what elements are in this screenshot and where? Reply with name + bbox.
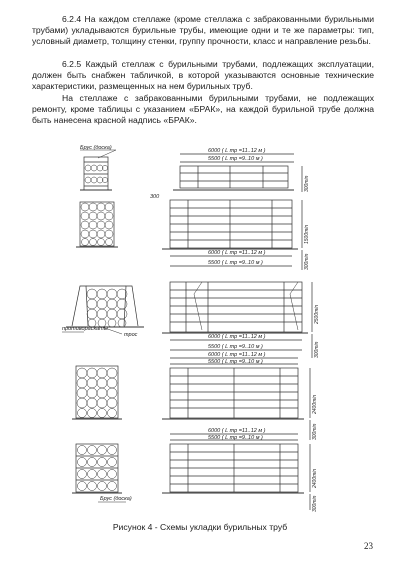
label-protivoraskaty: противораскаты (62, 326, 108, 332)
dim-3-side: 300min (304, 253, 310, 270)
paragraph-6-2-4: 6.2.4 На каждом стеллаже (кроме стеллажа с забракованными бурильными трубами) укладываются бурильные трубы, имеющие одни и те же параметры: тип, условный диаметр, толщину стенки, группу прочности, класс и направление резьбы. (32, 14, 374, 47)
dim-1-side: 300min (304, 175, 310, 192)
dim-2-side: 1500min (304, 224, 310, 244)
dim-5-side: 300min (314, 341, 320, 358)
rack-3-plan (162, 282, 308, 333)
dim-6-bottom: 5500 ( L тр =9..10 м ) (208, 359, 263, 365)
dim-4-side: 2500min (314, 304, 320, 324)
dim-4-top: 6000 ( L тр =11..12 м ) (208, 334, 266, 340)
rack-1 (80, 154, 302, 192)
label-300: 300 (150, 194, 160, 200)
rack-4-section (72, 366, 122, 419)
dim-6-side: 2400min (312, 394, 318, 414)
page-number: 23 (364, 541, 373, 551)
dim-4-bottom: 5500 ( L тр =9..10 м ) (208, 344, 263, 350)
rack-2 (76, 200, 302, 270)
rack-1-section (80, 157, 112, 190)
dim-8-top: 6000 ( L тр =11..12 м ) (208, 428, 266, 434)
rack-5-plan (162, 444, 304, 493)
dim-8-side: 2400min (312, 468, 318, 488)
dim-1-bottom: 5500 ( L тр =9..10 м ) (208, 156, 263, 162)
paragraph-6-2-5: 6.2.5 Каждый стеллаж с бурильными трубами, подлежащих эксплуатации, должен быть снабжен табличкой, в которой указываются основные технические характеристики, размещенных на нем бурильных труб. (32, 59, 374, 92)
figure-caption: Рисунок 4 - Схемы укладки бурильных труб (112, 522, 288, 532)
paragraph-defective-pipes: На стеллаже с забракованными бурильными трубами, не подлежащих ремонту, кроме таблицы с указанием «БРАК», на каждой бурильной трубе должна быть нанесена красной надпись «БРАК». (32, 93, 374, 126)
rack-3-section (66, 286, 144, 327)
label-brus-top: Брус (доска) (80, 145, 112, 151)
dim-3-bottom: 5500 ( L тр =9..10 м ) (208, 260, 263, 266)
dim-1-top: 6000 ( L тр =11..12 м ) (208, 148, 266, 154)
dim-2-bottom: 6000 ( L тр =11..12 м ) (208, 250, 266, 256)
rack-2-section (76, 202, 118, 247)
rack-1-plan (173, 166, 294, 190)
dim-8-bottom: 5500 ( L тр =9..10 м ) (208, 435, 263, 441)
dim-7-side: 300min (312, 423, 318, 440)
dim-6-top: 6000 ( L тр =11..12 м ) (208, 352, 266, 358)
label-brus-bottom: Брус (доска) (100, 496, 132, 502)
rack-4 (72, 358, 310, 440)
rack-3 (66, 282, 312, 358)
pipe-stacking-drawing (58, 144, 340, 514)
rack-2-plan (162, 200, 298, 249)
dim-9-side: 300min (312, 495, 318, 512)
rack-5-section (72, 444, 122, 493)
label-tros: трос (124, 332, 138, 338)
rack-4-plan (162, 368, 304, 419)
